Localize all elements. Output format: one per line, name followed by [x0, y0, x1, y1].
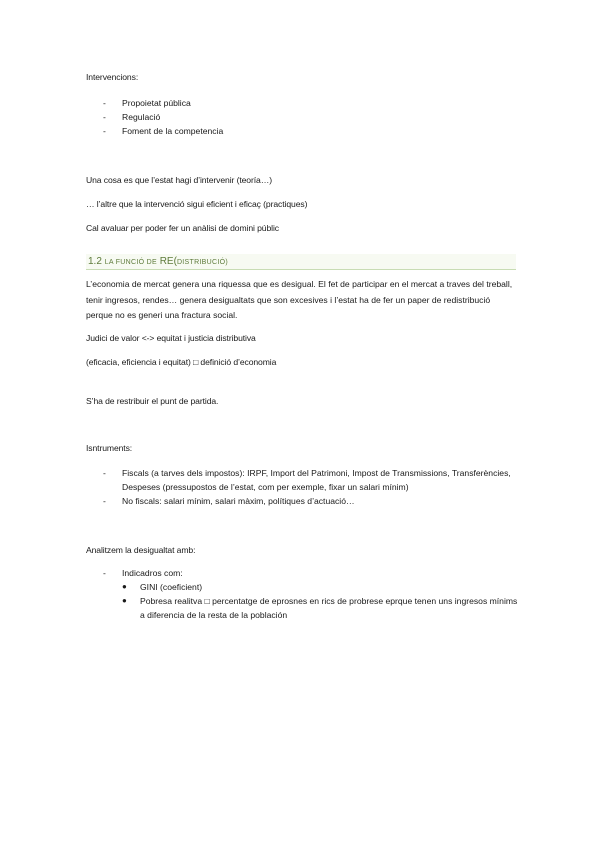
section-label-part: RE( — [159, 256, 177, 267]
intervencions-title: Intervencions: — [86, 72, 139, 82]
list-item: - Regulació — [103, 112, 161, 122]
list-item: - Foment de la competencia — [103, 126, 224, 136]
list-item: - Propoietat pública — [103, 98, 191, 108]
instruments-list — [86, 466, 518, 508]
text-line-avaluar: Cal avaluar per poder fer un anàlisi de domini públic — [86, 223, 279, 233]
bullet-icon: ● — [122, 596, 127, 605]
text-line-practiques: … l’altre que la intervenció sigui eficient i eficaç (practiques) — [86, 199, 308, 209]
text-line-teoria: Una cosa es que l’estat hagi d’intervenir (teoría…) — [86, 175, 272, 185]
list-item: - Indicadros com: — [103, 568, 183, 578]
bullet-icon: ● — [122, 582, 127, 591]
restribuir-line: S’ha de restribuir el punt de partida. — [86, 396, 219, 406]
list-item: - Fiscals (a tarves dels impostos): IRPF, Import del Patrimoni, Impost de Transmissions, Transferències, Despeses (pressupostos de l’estat, com per exemple, fixar un salari mínim) — [103, 468, 511, 492]
analitzem-title: Analitzem la desigualtat amb: — [86, 545, 196, 555]
section-heading — [86, 254, 516, 270]
list-item: ● Pobresa realitva □ percentatge de eprosnes en rics de probrese eprque tenen uns ingresos mínims a diferencia de la resta de la población — [122, 596, 518, 620]
judici-line: Judici de valor <-> equitat i justicia distributiva — [86, 333, 256, 343]
eficacia-line: (eficacia, eficiencia i equitat) □ definició d’economia — [86, 357, 277, 367]
section-label-part: DISTRIBUCIÓ) — [176, 259, 228, 266]
list-item: ● GINI (coeficient) — [122, 582, 203, 592]
section-number: 1.2 — [88, 256, 102, 267]
economia-paragraph: L’economia de mercat genera una riquessa que es desigual. El fet de participar en el mercat a traves del treball, tenir ingresos, rendes… genera desigualtats que son excesives i l’estat ha de fer un paper de redistribució perque no es generi una fractura social. — [86, 279, 513, 321]
intervencions-list — [86, 96, 223, 138]
instruments-title: Isntruments: — [86, 443, 133, 453]
analitzem-list — [86, 566, 183, 580]
indicators-bullet-list — [86, 580, 518, 622]
list-item: - No fiscals: salari mínim, salari màxim, polítiques d’actuació… — [103, 496, 355, 506]
section-label-part: LA FUNCIÓ DE — [104, 259, 157, 266]
